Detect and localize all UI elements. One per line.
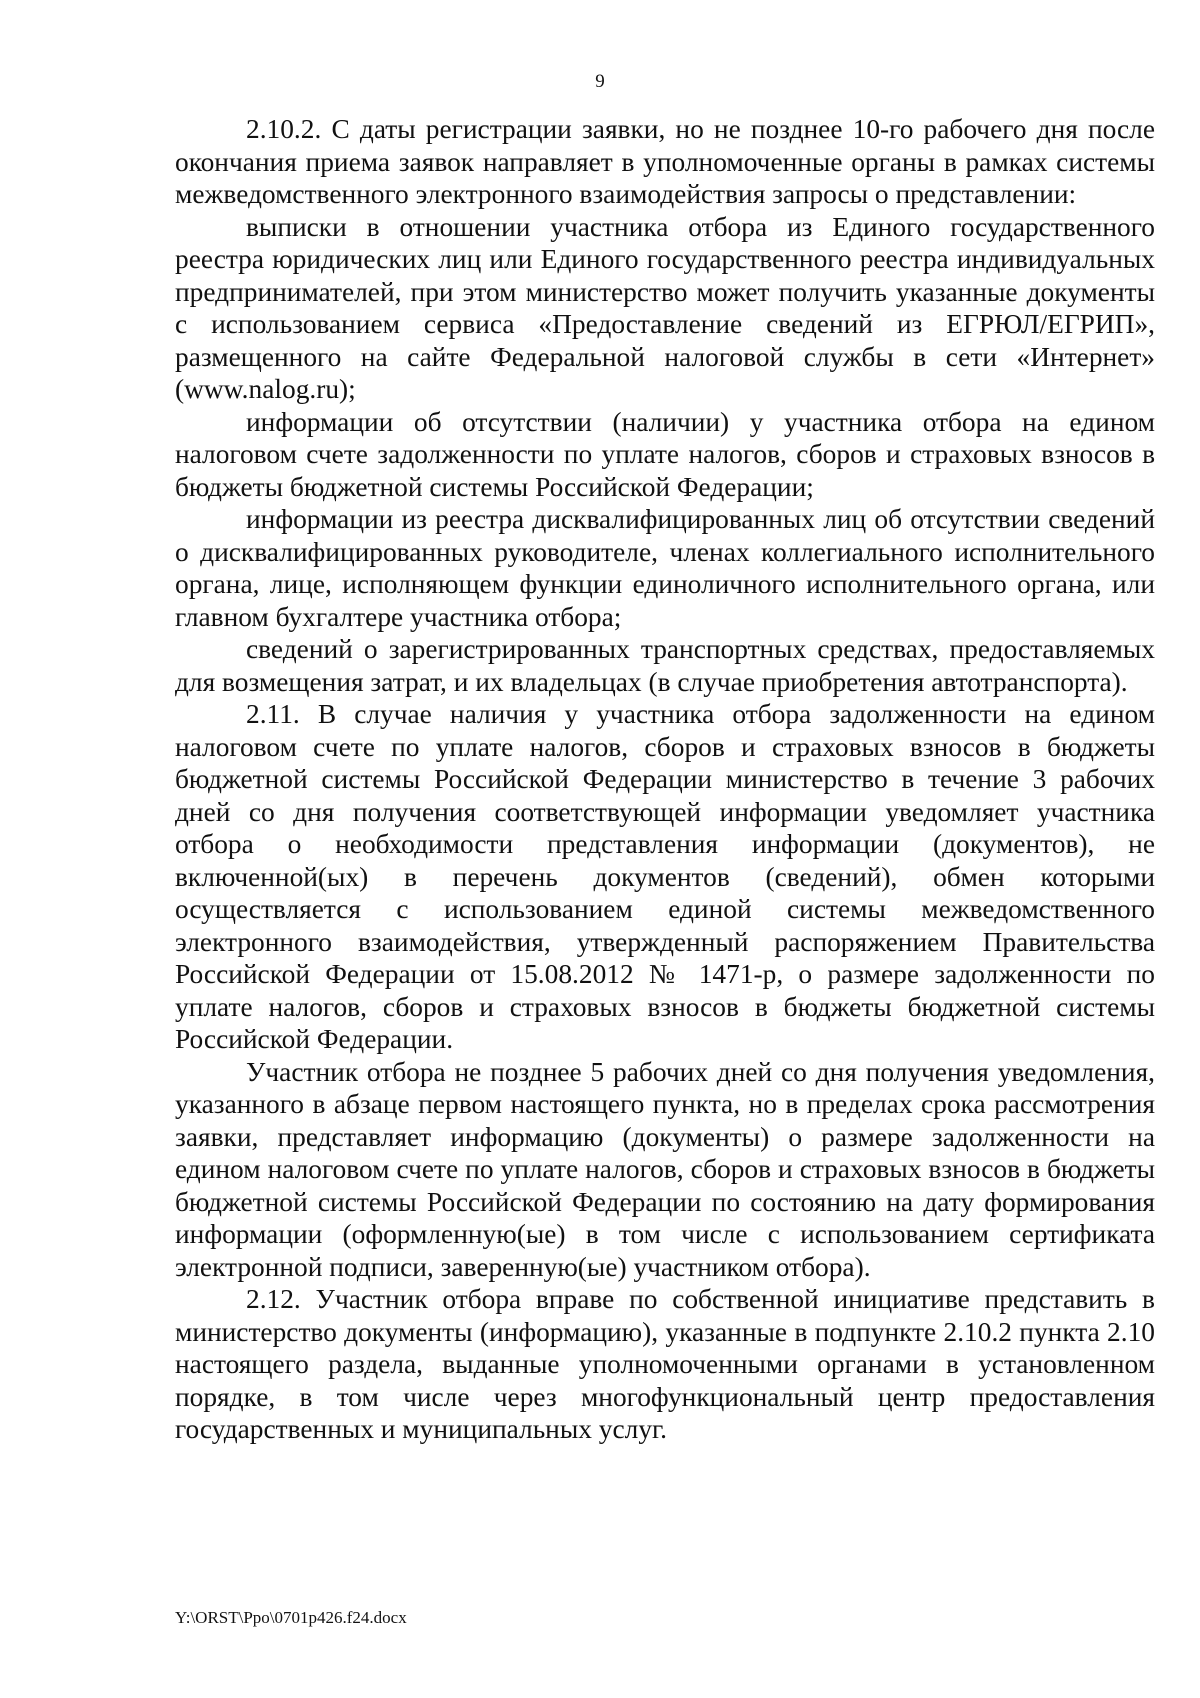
paragraph-uchastnik: Участник отбора не позднее 5 рабочих дней со дня получения уведомления, указанного в абзаце первом настоящего пункта, но в пределах срока рассмотрения заявки, представляет информацию (документы) о размере задолженности на едином налоговом счете по уплате налогов, сборов и страховых взносов в бюджеты бюджетной системы Российской Федерации по состоянию на дату формирования информации (оформленную(ые) в том числе с использованием сертификата электронной подписи, заверенную(ые) участником отбора). — [175, 1056, 1155, 1282]
page-number: 9 — [595, 71, 605, 92]
document-body — [175, 113, 1155, 1446]
paragraph-2-12: 2.12. Участник отбора вправе по собственной инициативе представить в министерство документы (информацию), указанные в подпункте 2.10.2 пункта 2.10 настоящего раздела, выданные уполномоченными органами в установленном порядке, в том числе через многофункциональный центр предоставления государственных и муниципальных услуг. — [175, 1284, 1155, 1444]
paragraph-info-reestr: информации из реестра дисквалифицированных лиц об отсутствии сведений о дисквалифицированных руководителе, членах коллегиального исполнительного органа, лице, исполняющем функции единоличного исполнительного органа, или главном бухгалтере участника отбора; — [175, 504, 1155, 632]
paragraph-svedeniy-ts: сведений о зарегистрированных транспортных средствах, предоставляемых для возмещения затрат, и их владельцах (в случае приобретения автотранспорта). — [175, 634, 1155, 697]
paragraph-vypiski: выписки в отношении участника отбора из Единого государственного реестра юридических лиц или Единого государственного реестра индивидуальных предпринимателей, при этом министерство может получить указанные документы с использованием сервиса «Предоставление сведений из ЕГРЮЛ/ЕГРИП», размещенного на сайте Федеральной налоговой службы в сети «Интернет» (www.nalog.ru); — [175, 211, 1155, 404]
footer-file-path: Y:\ORST\Ppo\0701p426.f24.docx — [175, 1608, 407, 1627]
paragraph-2-11: 2.11. В случае наличия у участника отбора задолженности на едином налоговом счете по уплате налогов, сборов и страховых взносов в бюджеты бюджетной системы Российской Федерации министерство в течение 3 рабочих дней со дня получения соответствующей информации уведомляет участника отбора о необходимости представления информации (документов), не включенной(ых) в перечень документов (сведений), обмен которыми осуществляется с использованием единой системы межведомственного электронного взаимодействия, утвержденный распоряжением Правительства Российской Федерации от 15.08.2012 № 1471-р, о размере задолженности по уплате налогов, сборов и страховых взносов в бюджеты бюджетной системы Российской Федерации. — [175, 699, 1155, 1054]
paragraph-info-nalog: информации об отсутствии (наличии) у участника отбора на едином налоговом счете задолженности по уплате налогов, сборов и страховых взносов в бюджеты бюджетной системы Российской Федерации; — [175, 406, 1155, 502]
paragraph-2-10-2: 2.10.2. С даты регистрации заявки, но не позднее 10-го рабочего дня после окончания приема заявок направляет в уполномоченные органы в рамках системы межведомственного электронного взаимодействия запросы о представлении: — [175, 114, 1155, 209]
